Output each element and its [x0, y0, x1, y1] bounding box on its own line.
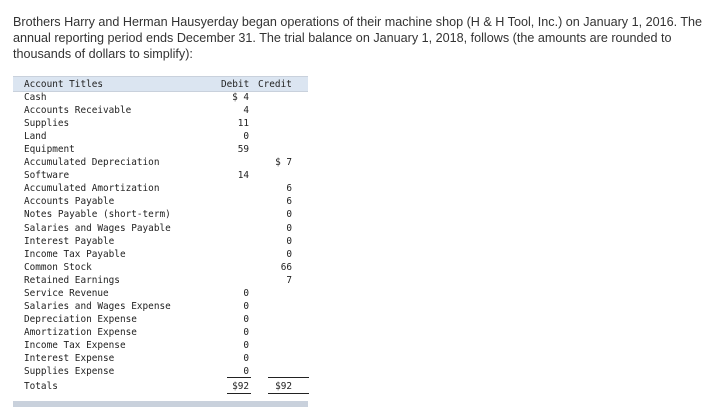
table-row: [13, 131, 308, 144]
debit-cell: 4: [243, 105, 249, 117]
debit-cell: 11: [237, 118, 249, 130]
table-row: [13, 144, 308, 157]
account-title-cell: Amortization Expense: [24, 326, 137, 338]
account-title-cell: Accumulated Depreciation: [24, 157, 160, 169]
table-bottom-bar: [13, 401, 308, 407]
totals-label: Totals: [24, 381, 58, 392]
table-row: [13, 157, 308, 170]
account-title-cell: Equipment: [24, 144, 75, 156]
debit-cell: 0: [243, 353, 249, 364]
totals-credit: $92: [275, 381, 292, 392]
totals-double-rule-debit: [227, 393, 251, 394]
table-row: [13, 105, 308, 118]
debit-cell: 14: [237, 170, 249, 182]
credit-cell: 6: [286, 196, 292, 208]
account-title-cell: Depreciation Expense: [24, 313, 137, 325]
totals-debit: $92: [232, 381, 249, 392]
header-credit: Credit: [258, 79, 292, 90]
problem-intro-text: Brothers Harry and Herman Hausyerday began operations of their machine shop (H & H Tool, Inc.) on January 1, 2016. The annual reporting period ends December 31. The trial balance on January 1, 2018, follows (the amounts are rounded to thousands of dollars to simplify):: [13, 15, 703, 61]
account-title-cell: Supplies: [24, 118, 70, 130]
account-title-cell: Supplies Expense: [24, 366, 115, 378]
table-row: [13, 118, 308, 131]
header-debit: Debit: [221, 79, 250, 90]
table-header: [13, 77, 308, 92]
debit-cell: 0: [243, 339, 249, 351]
account-title-cell: Software: [24, 170, 70, 182]
credit-cell: 6: [286, 183, 292, 195]
debit-cell: 0: [243, 300, 249, 312]
debit-cell: 0: [243, 366, 249, 378]
account-title-cell: Interest Expense: [24, 353, 115, 364]
table-row: [13, 353, 308, 366]
credit-cell: 0: [286, 209, 292, 221]
credit-cell: 0: [286, 248, 292, 260]
account-title-cell: Common Stock: [24, 261, 92, 273]
table-row: [13, 170, 308, 183]
account-title-cell: Income Tax Payable: [24, 248, 126, 260]
account-title-cell: Notes Payable (short-term): [24, 209, 171, 221]
totals-rule-debit: [227, 377, 251, 378]
account-title-cell: Retained Earnings: [24, 274, 120, 286]
table-row: [13, 366, 308, 379]
totals-double-rule-credit: [268, 393, 309, 394]
account-title-cell: Interest Payable: [24, 235, 115, 247]
table-row: [13, 236, 308, 249]
table-row: [13, 223, 308, 236]
account-title-cell: Salaries and Wages Expense: [24, 300, 171, 312]
credit-cell: 7: [286, 274, 292, 286]
table-row: [13, 249, 308, 262]
table-row: [13, 340, 308, 353]
credit-cell: 0: [286, 222, 292, 234]
table-row: [13, 92, 308, 105]
account-title-cell: Accounts Receivable: [24, 105, 132, 117]
account-title-cell: Service Revenue: [24, 287, 109, 299]
trial-balance-table: [13, 76, 308, 406]
totals-rule-credit: [268, 377, 309, 378]
table-row: [13, 301, 308, 314]
credit-cell: 66: [280, 261, 292, 273]
table-row: [13, 183, 308, 196]
table-row: [13, 196, 308, 209]
account-title-cell: Accounts Payable: [24, 196, 115, 208]
debit-cell: 0: [243, 287, 249, 299]
account-title-cell: Accumulated Amortization: [24, 183, 160, 195]
table-row: [13, 288, 308, 301]
table-row: [13, 314, 308, 327]
account-title-cell: Salaries and Wages Payable: [24, 222, 171, 234]
table-row: [13, 262, 308, 275]
credit-cell: $ 7: [275, 157, 292, 169]
debit-cell: 0: [243, 131, 249, 143]
totals-row: [13, 381, 308, 394]
credit-cell: 0: [286, 235, 292, 247]
debit-cell: 0: [243, 313, 249, 325]
debit-cell: 0: [243, 326, 249, 338]
account-title-cell: Income Tax Expense: [24, 339, 126, 351]
debit-cell: 59: [237, 144, 249, 156]
header-account-titles: Account Titles: [24, 79, 104, 90]
table-row: [13, 327, 308, 340]
debit-cell: $ 4: [232, 92, 249, 103]
account-title-cell: Land: [24, 131, 47, 143]
table-row: [13, 209, 308, 222]
account-title-cell: Cash: [24, 92, 47, 103]
table-row: [13, 275, 308, 288]
